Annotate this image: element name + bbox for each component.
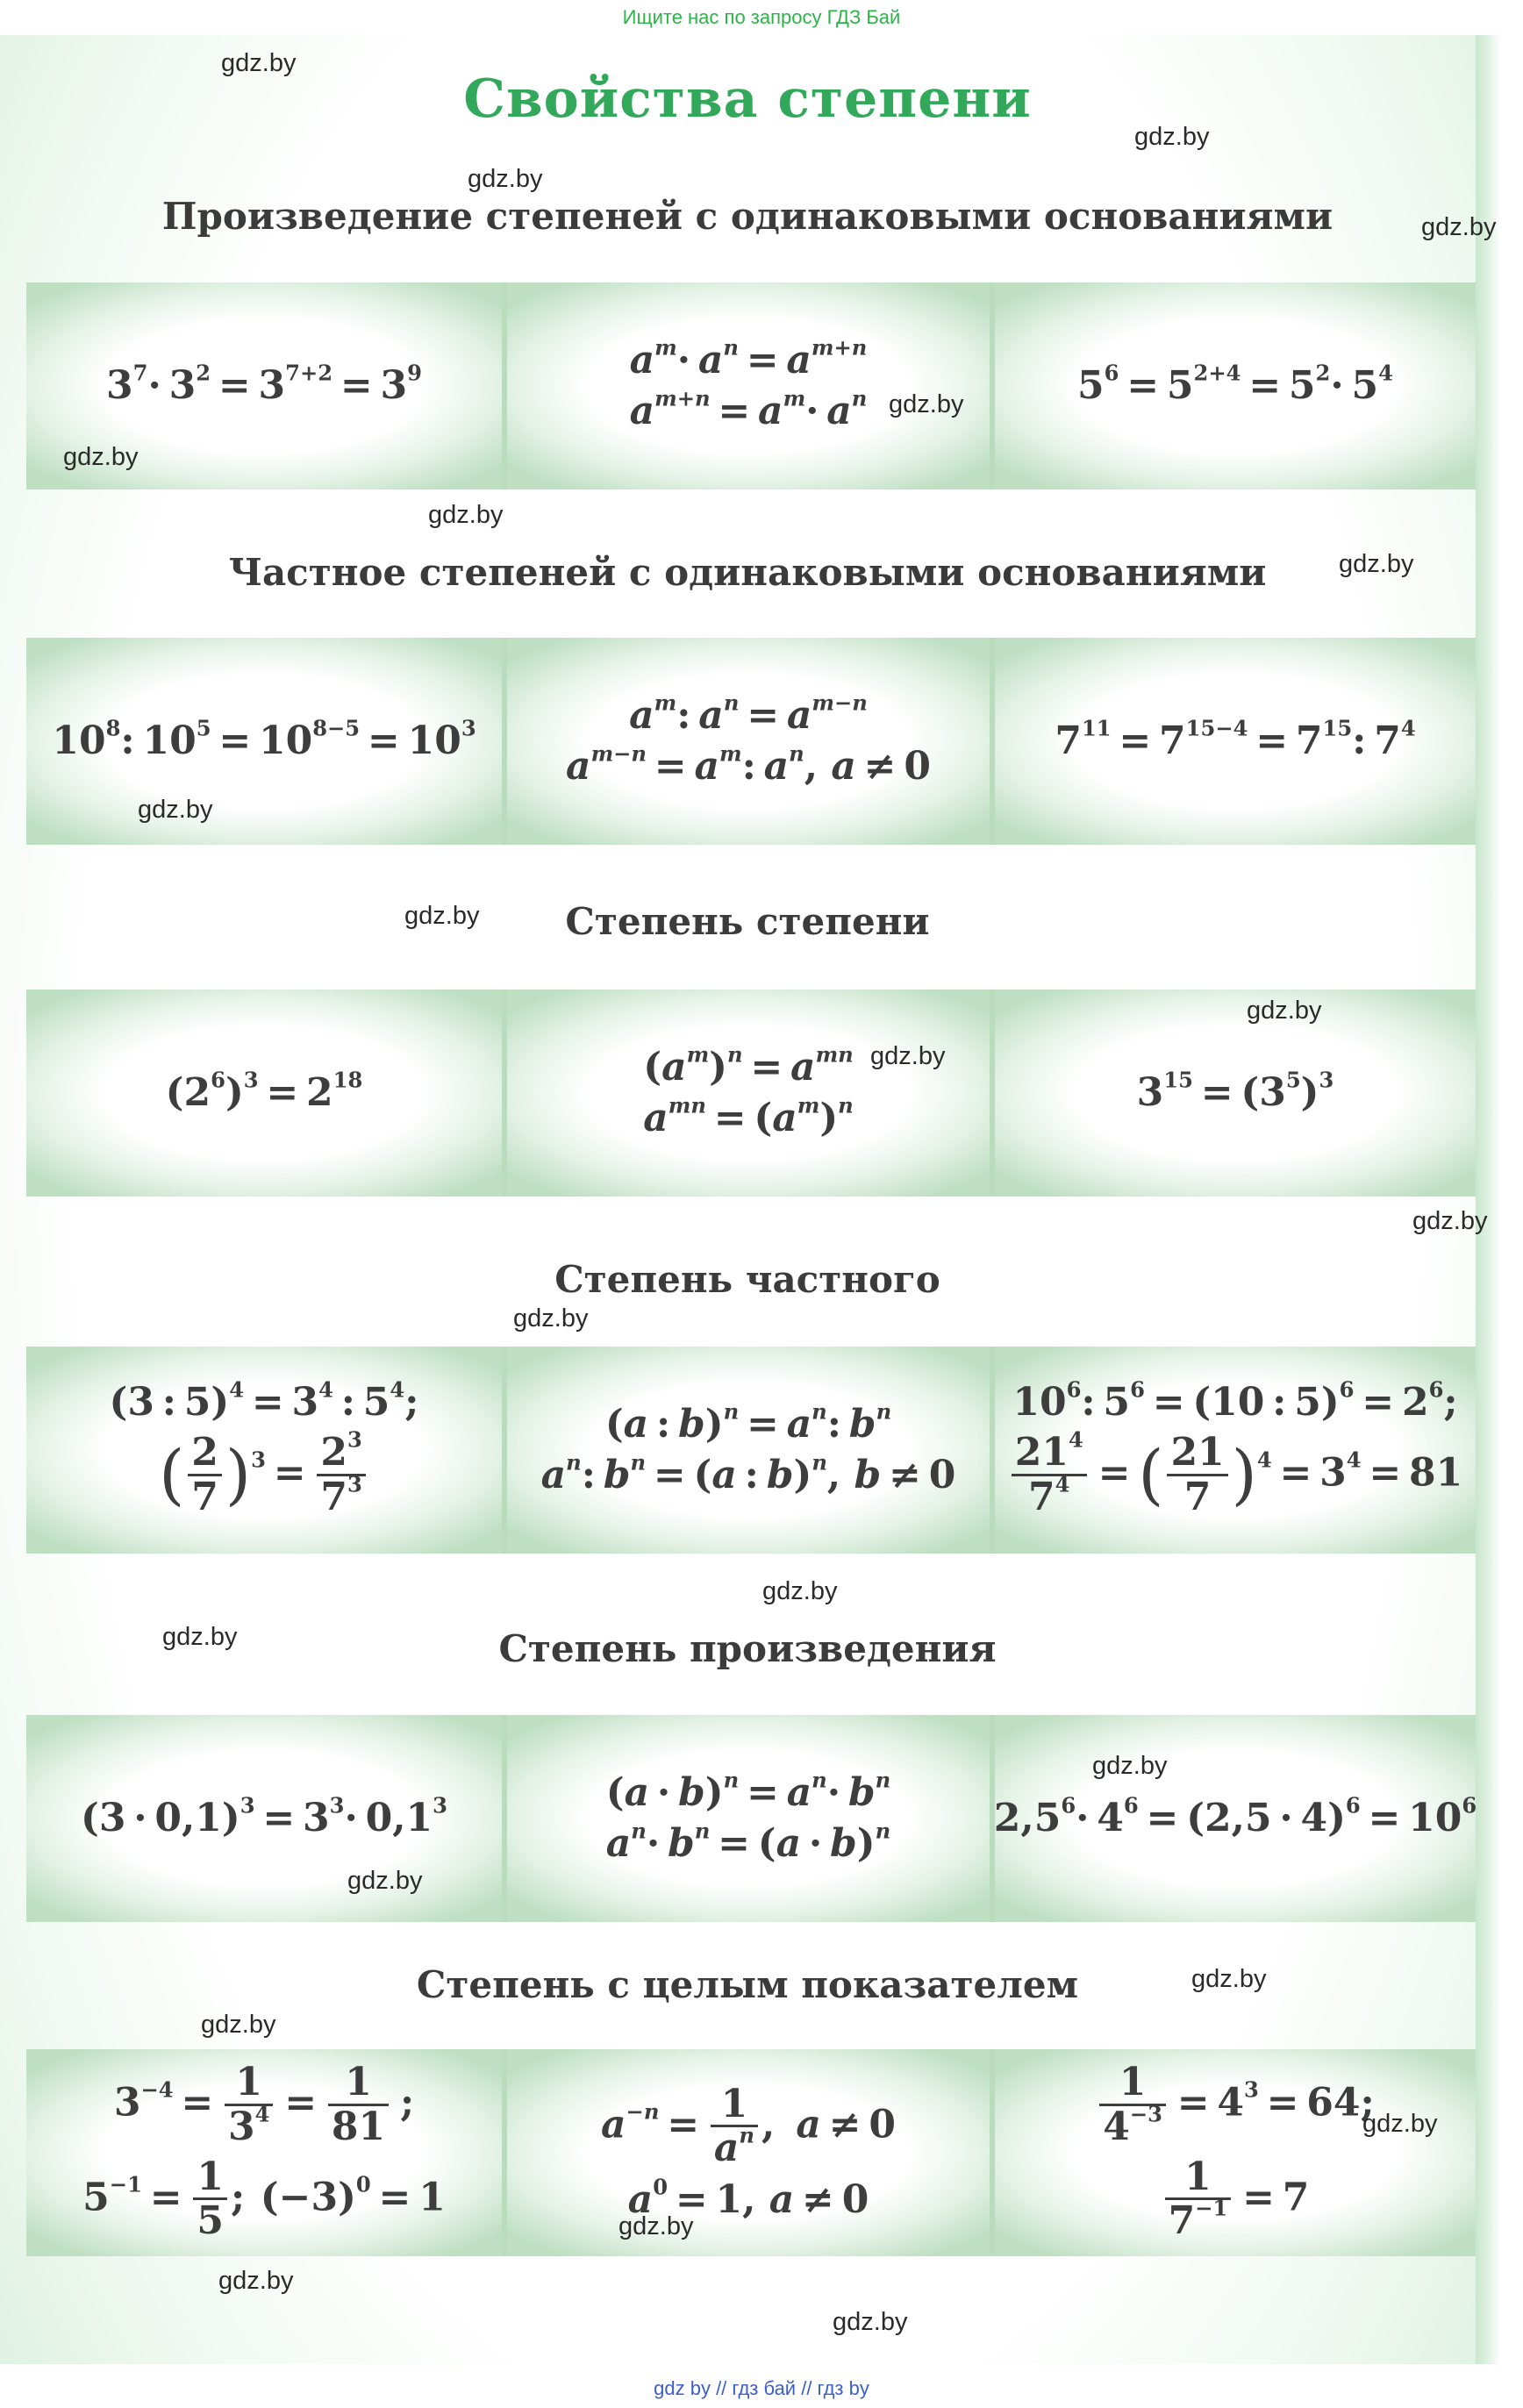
rule-cell <box>507 990 990 1197</box>
example-cell <box>995 1715 1476 1922</box>
formula: $a^n\cdot b^n = (a \cdot b)^n$ <box>605 1818 891 1866</box>
formula: $2,5^6\cdot 4^6 = (2,5 \cdot 4)^6 = 10^6$ <box>993 1792 1477 1840</box>
example-cell <box>26 1715 502 1922</box>
formula: $(3 \cdot 0,1)^3 = 3^3\cdot 0,1^3$ <box>81 1792 447 1840</box>
example-cell <box>26 638 502 845</box>
watermark: gdz.by <box>468 165 543 193</box>
formula: $3^{-4}$ = $\frac{1}{3^4}$ = $\frac{1}{81}$ ; <box>113 2060 415 2149</box>
section-heading-integer-exponent: Степень с целым показателем <box>416 1963 1079 2006</box>
formula: $a^m$: $a^n = a^{m-n}$ <box>629 690 868 738</box>
formula: $a^{m-n} = a^m$: $a^n$, a ≠ 0 <box>566 740 931 789</box>
footer-links[interactable]: gdz by // гдз бай // гдз by <box>654 2377 869 2399</box>
formula: ( $\frac{2}{7}$ )$^3$ = $\frac{2^3}{7^3}$ <box>159 1433 369 1518</box>
formula: $(a^m)^n = a^{mn}$ <box>643 1041 854 1090</box>
watermark: gdz.by <box>1092 1752 1168 1780</box>
rule-cell <box>507 638 990 845</box>
example-cell <box>995 2049 1476 2256</box>
watermark: gdz.by <box>347 1867 423 1895</box>
formula: $5^6 = 5^{2+4} = 5^2\cdot 5^4$ <box>1077 360 1393 408</box>
watermark: gdz.by <box>404 902 480 930</box>
example-cell <box>995 1347 1476 1554</box>
formula: (a : $b)^n = a^n$: $b^n$ <box>604 1398 892 1447</box>
watermark: gdz.by <box>1339 550 1414 578</box>
rule-cell <box>507 1715 990 1922</box>
formula: $a^{m+n} = a^m\cdot a^n$ <box>629 385 868 433</box>
formula: $10^6$: $5^6 = (10$ : $5)^6 = 2^6$; <box>1012 1376 1458 1426</box>
watermark: gdz.by <box>1362 2110 1438 2138</box>
watermark: gdz.by <box>63 443 139 471</box>
section-heading-power-of-power: Степень степени <box>565 900 930 943</box>
watermark: gdz.by <box>513 1304 589 1333</box>
poster-edge <box>1476 35 1500 2364</box>
formula: $3^{15} = (3^5)^3$ <box>1136 1067 1334 1115</box>
example-cell <box>995 638 1476 845</box>
example-cell <box>26 990 502 1197</box>
watermark: gdz.by <box>1247 997 1322 1025</box>
watermark: gdz.by <box>1421 213 1497 241</box>
formula: $a^{mn} = (a^m)^n$ <box>643 1092 854 1140</box>
example-cell <box>995 990 1476 1197</box>
rule-cell <box>507 1347 990 1554</box>
watermark: gdz.by <box>221 49 297 77</box>
formula: $\frac{1}{7^{-1}}$ = 7 <box>1162 2157 1310 2243</box>
section-heading-product: Произведение степеней с одинаковыми основаниями <box>161 195 1334 238</box>
formula: $\frac{21^4}{7^4}$ = ( $\frac{21}{7}$ )$^4 = 3^4 = 81$ <box>1008 1433 1463 1518</box>
watermark: gdz.by <box>1191 1965 1267 1993</box>
watermark: gdz.by <box>218 2267 294 2295</box>
example-cell <box>26 1347 502 1554</box>
formula-row-power-of-product <box>26 1715 1476 1922</box>
formula: (3 : $5)^4 = 3^4$ : $5^4$; <box>109 1376 419 1426</box>
section-heading-power-of-product: Степень произведения <box>498 1627 997 1670</box>
watermark: gdz.by <box>889 390 964 418</box>
rule-cell <box>507 2049 990 2256</box>
watermark: gdz.by <box>870 1042 946 1070</box>
formula: $a^n$: $b^n = (a$ : b)$^n$, b ≠ 0 <box>540 1449 956 1497</box>
formula-row-integer-exponent <box>26 2049 1476 2256</box>
watermark: gdz.by <box>618 2212 694 2240</box>
formula: $5^{-1}$ = $\frac{1}{5}$ ; $(-3)^0 = 1$ <box>82 2154 446 2244</box>
formula: $\frac{1}{4^{-3}}$ = $4^3 = 64$; <box>1096 2062 1375 2148</box>
watermark: gdz.by <box>1134 123 1210 151</box>
watermark: gdz.by <box>138 796 213 824</box>
formula-row-product <box>26 282 1476 489</box>
example-cell <box>26 2049 502 2256</box>
formula: $10^8$: $10^5 = 10^{8-5} = 10^3$ <box>52 715 476 763</box>
section-heading-quotient: Частное степеней с одинаковыми основаниями <box>228 551 1267 594</box>
formula: $a^0 = 1$, a ≠ 0 <box>627 2174 869 2222</box>
example-cell <box>995 282 1476 489</box>
watermark: gdz.by <box>1412 1207 1488 1235</box>
watermark: gdz.by <box>201 2011 276 2039</box>
formula: $7^{11} = 7^{15-4} = 7^{15}$: $7^4$ <box>1055 715 1416 763</box>
page-title: Свойства степени <box>463 68 1032 130</box>
watermark: gdz.by <box>428 501 504 529</box>
watermark: gdz.by <box>833 2308 908 2336</box>
formula: $(a \cdot b)^n = a^n\cdot b^n$ <box>605 1767 891 1815</box>
formula: $a^{-n}$ = $\frac{1}{a^n}$ , a ≠ 0 <box>601 2082 896 2171</box>
formula-row-quotient <box>26 638 1476 845</box>
section-heading-power-of-quotient: Степень частного <box>554 1258 940 1301</box>
top-banner[interactable]: Ищите нас по запросу ГДЗ Бай <box>622 6 901 28</box>
rule-cell <box>507 282 990 489</box>
watermark: gdz.by <box>762 1577 838 1605</box>
formula: $3^7\cdot 3^2 = 3^{7+2} = 3^9$ <box>106 360 422 408</box>
formula-row-power-of-quotient <box>26 1347 1476 1554</box>
watermark: gdz.by <box>162 1623 238 1651</box>
formula: $a^m\cdot a^n = a^{m+n}$ <box>629 334 868 382</box>
formula: $(2^6)^3 = 2^{18}$ <box>165 1067 363 1115</box>
